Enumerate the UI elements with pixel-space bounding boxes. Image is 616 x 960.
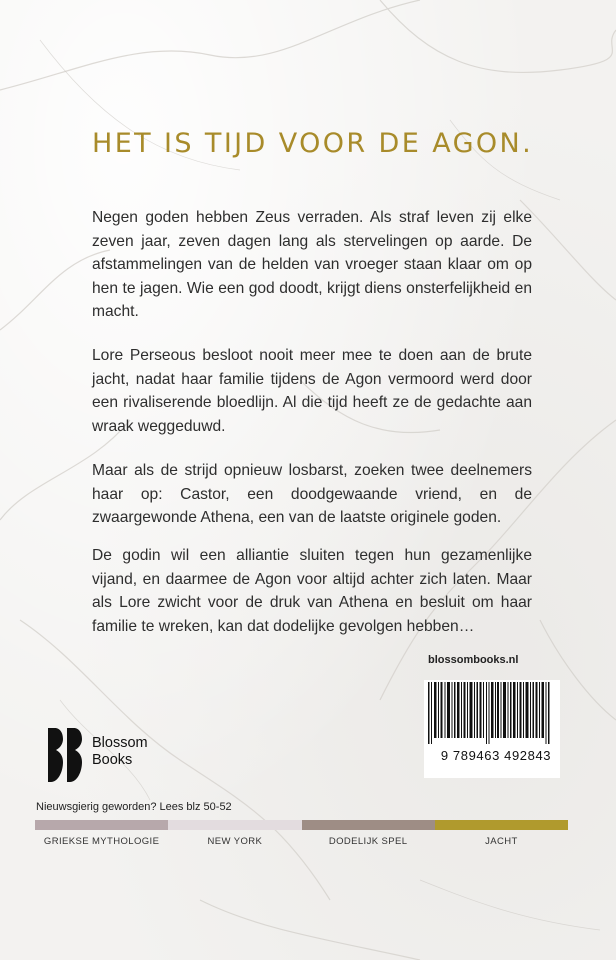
- publisher-logo: [46, 728, 196, 782]
- blurb-paragraph-1: Negen goden hebben Zeus verraden. Als straf leven zij elke zeven jaar, zeven dagen lang als stervelingen op aarde. De afstammelingen van de helden van vroeger staan klaar om op hen te jagen. Wie een god doodt, krijgt diens onsterfelijkheid en macht.: [92, 209, 532, 320]
- barcode: [424, 680, 560, 778]
- category-labels: [35, 836, 568, 847]
- category-label: NEW YORK: [207, 836, 263, 847]
- category-swatch-2: [168, 820, 301, 830]
- blurb-paragraph-3: Maar als de strijd opnieuw losbarst, zoeken twee deelnemers haar op: Castor, een doodgewaande vriend, en de zwaargewonde Athena, een van de laatste originele goden.: [92, 462, 532, 526]
- publisher-website: blossombooks.nl: [428, 654, 519, 666]
- isbn-number: 9 789463 492843: [440, 748, 552, 763]
- barcode-bars: [424, 680, 560, 744]
- blurb-paragraph-4: De godin wil een alliantie sluiten tegen hun gezamenlijke vijand, en daarmee de Agon voor altijd achter zich laten. Maar als Lore zwicht voor de druk van Athena en besluit om haar familie te wreken, kan dat dodelijke gevolgen hebben…: [92, 547, 532, 635]
- blurb-paragraph-2: Lore Perseous besloot nooit meer mee te doen aan de brute jacht, nadat haar familie tijdens de Agon vermoord werd door een rivaliserende bloedlijn. Al die tijd heeft ze de gedachte aan wraak weggeduwd.: [92, 347, 532, 435]
- category-swatch-1: [35, 820, 168, 830]
- headline: HET IS TIJD VOOR DE AGON.: [92, 128, 534, 159]
- category-label: DODELIJK SPEL: [328, 836, 408, 847]
- publisher-name: Blossom Books: [92, 735, 148, 768]
- blossom-b-icon: [46, 728, 86, 782]
- category-label: GRIEKSE MYTHOLOGIE: [43, 836, 160, 847]
- category-color-bar: [35, 820, 568, 830]
- category-swatch-3: [302, 820, 435, 830]
- category-label: JACHT: [485, 836, 518, 847]
- category-swatch-4: [435, 820, 568, 830]
- read-more-hint: Nieuwsgierig geworden? Lees blz 50-52: [36, 801, 232, 813]
